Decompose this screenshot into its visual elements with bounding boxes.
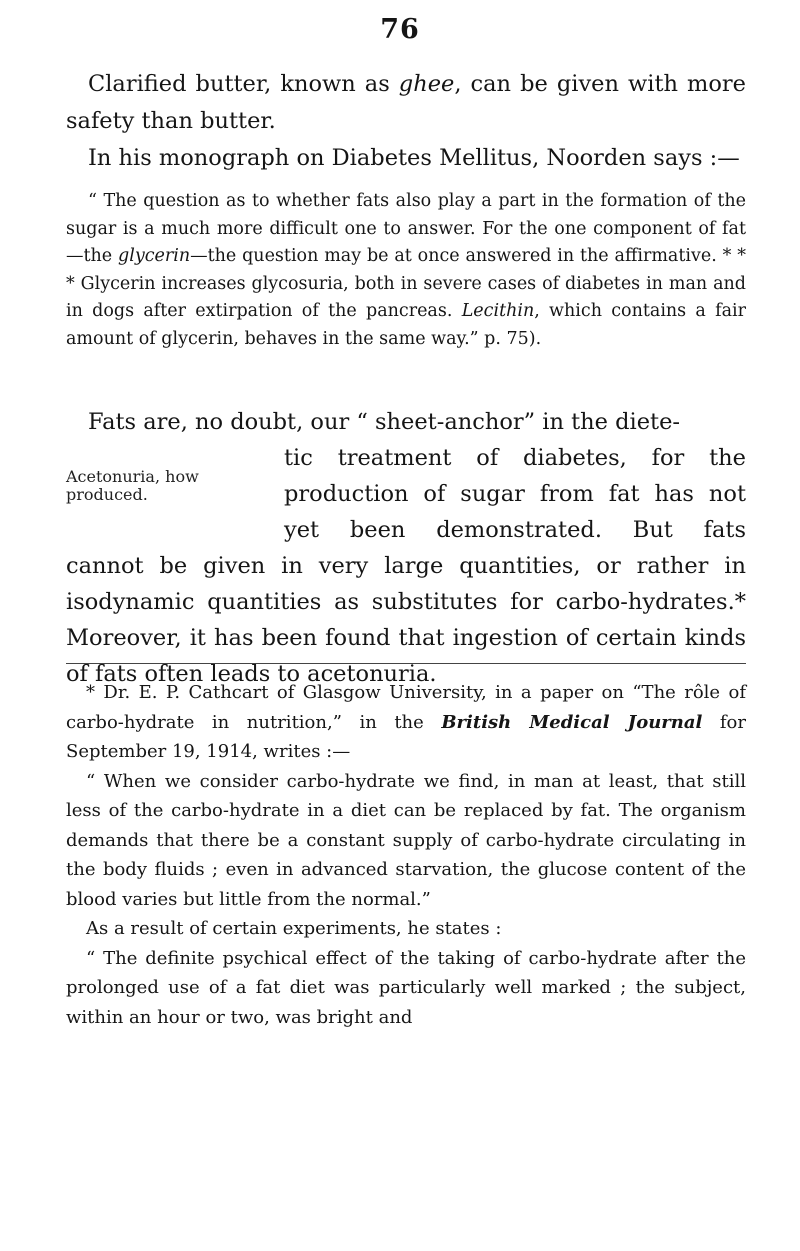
ghee-paragraph: Clarified butter, known as ghee, can be given with more safety than butter. xyxy=(66,71,746,134)
lecithin-term: Lecithin xyxy=(461,301,535,321)
ghee-term: ghee xyxy=(398,71,455,97)
margin-note: Acetonuria, how produced. xyxy=(66,467,199,504)
noorden-quote: “ The question as to whether fats also play a part in the formation of the sugar is a much more difficult one to answer. For the one component of fat—the glycerin—the question may be at once answered in the affirmative. * * * Glycerin increases glycosuria, both in severe cases of diabetes in man and in dogs after extirpation of the pancreas. Lecithin, which contains a fair amount of glycerin, behaves in the same way.” p. 75). xyxy=(66,191,747,349)
footnote-citation: * Dr. E. P. Cathcart of Glasgow University, in a paper on “The rôle of carbo-hydrate in nutrition,” in the British Medical Journal for September 19, 1914, writes :— xyxy=(66,682,746,762)
footnote-quote: “ When we consider carbo-hydrate we find, in man at least, that still less of the carbo-hydrate in a diet can be replaced by fat. The organism demands that there be a constant supply of carbo-hydrate circulating in the body fluids ; even in advanced starvation, the glucose content of the blood varies but little from the normal.” xyxy=(66,770,746,910)
footnote-result: As a result of certain experiments, he states : xyxy=(86,918,502,939)
page-number: 76 xyxy=(380,14,420,45)
footnote-divider xyxy=(66,663,746,664)
noorden-paragraph: In his monograph on Diabetes Mellitus, Noorden says :— xyxy=(88,145,740,171)
footnote-quote-2: “ The definite psychical effect of the taking of carbo-hydrate after the prolonged use of a fat diet was particularly well marked ; the subject, within an hour or two, was bright and xyxy=(66,947,746,1028)
fats-rest: cannot be given in very large quantities, or rather in isodynamic quantities as substitutes for carbo-hydrates.* Moreover, it has been found that ingestion of certain kinds of fats often leads to acetonuria. xyxy=(66,553,746,687)
glycerin-term: glycerin xyxy=(118,246,191,266)
fats-line: tic treatment of diabetes, for the xyxy=(284,445,746,471)
fats-line: yet been demonstrated. But fats xyxy=(284,517,746,543)
intro-block xyxy=(66,66,746,177)
fats-paragraph xyxy=(66,404,746,692)
fats-first-line: Fats are, no doubt, our “ sheet-anchor” in the diete- xyxy=(88,409,680,435)
journal-title: British Medical Journal xyxy=(441,711,703,733)
footnote xyxy=(66,678,746,1032)
fats-line: production of sugar from fat has not xyxy=(284,481,746,507)
fats-float-lines xyxy=(284,440,746,548)
